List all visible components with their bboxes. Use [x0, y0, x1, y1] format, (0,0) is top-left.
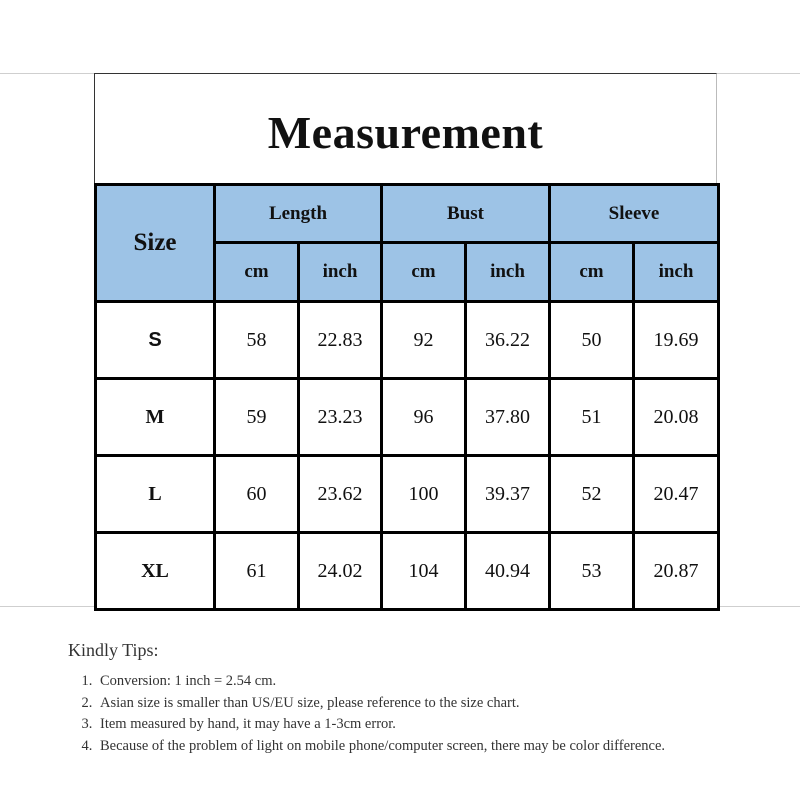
value-cell: 20.47 [634, 456, 719, 533]
size-chart-table [94, 183, 720, 611]
value-cell: 96 [382, 379, 466, 456]
size-cell: M [96, 379, 215, 456]
value-cell: 19.69 [634, 302, 719, 379]
value-cell: 20.08 [634, 379, 719, 456]
value-cell: 23.23 [299, 379, 382, 456]
size-cell: XL [96, 533, 215, 610]
table-row [96, 533, 719, 610]
size-header: Size [96, 185, 215, 302]
value-cell: 37.80 [466, 379, 550, 456]
title-box [94, 73, 717, 184]
tip-item: 2. Asian size is smaller than US/EU size, please reference to the size chart. [96, 693, 736, 715]
unit-header: cm [382, 243, 466, 302]
value-cell: 60 [215, 456, 299, 533]
value-cell: 24.02 [299, 533, 382, 610]
value-cell: 51 [550, 379, 634, 456]
header-row-groups [96, 185, 719, 243]
tip-item: 3. Item measured by hand, it may have a 1-3cm error. [96, 714, 736, 736]
value-cell: 39.37 [466, 456, 550, 533]
divider-line [0, 73, 95, 74]
group-header-length: Length [215, 185, 382, 243]
tips-list [68, 671, 736, 757]
tips-section [68, 640, 736, 757]
value-cell: 22.83 [299, 302, 382, 379]
page-title: Measurement [267, 106, 544, 158]
value-cell: 53 [550, 533, 634, 610]
table-row [96, 302, 719, 379]
divider-line [0, 606, 95, 607]
value-cell: 40.94 [466, 533, 550, 610]
table-row [96, 456, 719, 533]
divider-line [717, 606, 800, 607]
unit-header: inch [634, 243, 719, 302]
divider-line [717, 73, 800, 74]
unit-header: cm [215, 243, 299, 302]
table-row [96, 379, 719, 456]
value-cell: 59 [215, 379, 299, 456]
unit-header: cm [550, 243, 634, 302]
size-cell: S [96, 302, 215, 379]
tip-item: 4. Because of the problem of light on mobile phone/computer screen, there may be color difference. [96, 736, 736, 758]
value-cell: 36.22 [466, 302, 550, 379]
group-header-bust: Bust [382, 185, 550, 243]
unit-header: inch [299, 243, 382, 302]
group-header-sleeve: Sleeve [550, 185, 719, 243]
value-cell: 104 [382, 533, 466, 610]
value-cell: 20.87 [634, 533, 719, 610]
value-cell: 52 [550, 456, 634, 533]
value-cell: 23.62 [299, 456, 382, 533]
value-cell: 50 [550, 302, 634, 379]
size-cell: L [96, 456, 215, 533]
value-cell: 58 [215, 302, 299, 379]
tips-title: Kindly Tips: [68, 640, 159, 660]
value-cell: 61 [215, 533, 299, 610]
value-cell: 100 [382, 456, 466, 533]
tip-item: 1. Conversion: 1 inch = 2.54 cm. [96, 671, 736, 693]
value-cell: 92 [382, 302, 466, 379]
unit-header: inch [466, 243, 550, 302]
